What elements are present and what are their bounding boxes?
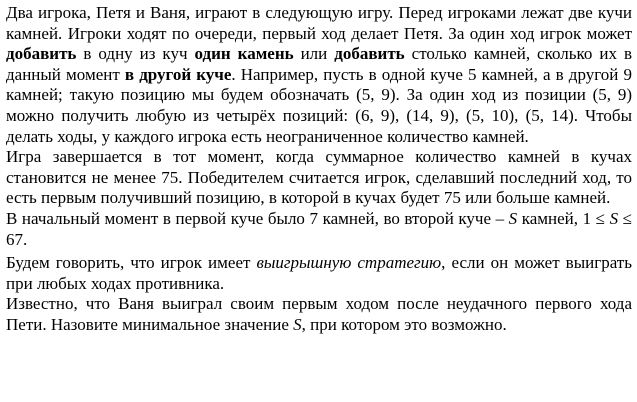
text-run: камней, 1 ≤ [517,208,610,228]
paragraph-initial-position [6,209,632,250]
italic-text: S [609,208,619,228]
text-run: Игра завершается в тот момент, когда суммарное количество камней в кучах становится не менее 75. Победителем считается игрок, сделавший последний ход, то есть первым получивший позицию, в которой в кучах будет 75 или больше камней. [6,147,632,208]
text-run: , если он может выиграть при любых ходах противника. [6,253,632,293]
bold-text: добавить [334,44,405,64]
paragraph-rules [6,3,632,147]
text-run: Известно, что Ваня выиграл своим первым ходом после неудачного первого хода Пети. Назовите минимальное значение [6,294,632,334]
bold-text: в другой куче [124,64,232,84]
text-run: В начальный момент в первой куче было 7 камней, во второй куче – [6,208,509,228]
text-run: столько камней, сколько их в данный момент [6,44,632,84]
text-run: , при котором это возможно. [301,314,507,334]
bold-text: один камень [194,44,294,64]
text-run: в одну из куч [76,44,195,64]
bold-text: добавить [6,44,77,64]
text-run: Будем говорить, что игрок имеет [6,253,257,273]
italic-text: S [293,314,302,334]
text-run: . Например, пусть в одной куче 5 камней, а в другой 9 камней; такую позицию мы будем обозначать (5, 9). За один ход из позиции (5, 9) можно получить любую из четырёх позиций: (6, 9), (14, 9), (5, 10), (5, 14). Чтобы делать ходы, у каждого игрока есть неограниченное количество камней. [6,64,632,146]
italic-text: S [508,208,518,228]
italic-text: выигрышную стратегию [256,253,442,273]
paragraph-end-condition [6,147,632,209]
paragraph-question [6,294,632,335]
text-run: Два игрока, Петя и Ваня, играют в следующую игру. Перед игроками лежат две кучи камней. Игроки ходят по очереди, первый ход делает Петя. За один ход игрок может [6,3,632,43]
text-run: или [293,44,335,64]
text-run: ≤ 67. [6,208,632,249]
paragraph-winning-strategy-definition [6,253,632,294]
